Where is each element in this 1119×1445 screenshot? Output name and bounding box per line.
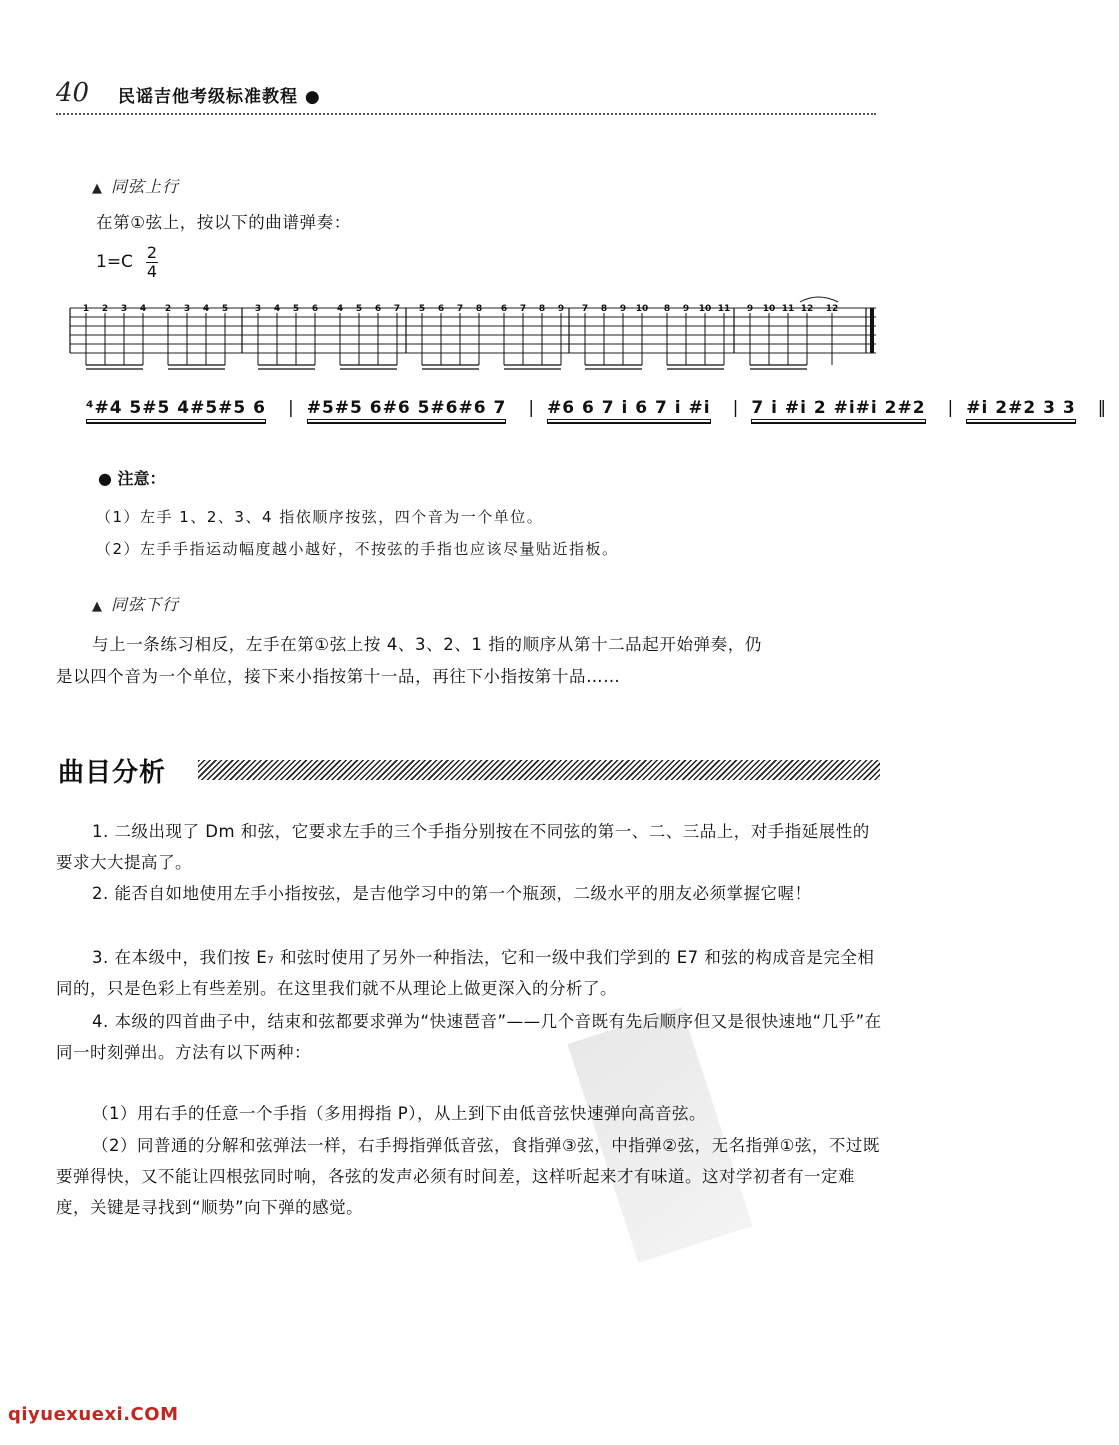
notation-barline: | <box>947 398 955 418</box>
bullet-icon: ● <box>98 469 112 488</box>
notation-barline: | <box>528 398 536 418</box>
tab-fret-number: 6 <box>500 304 508 314</box>
descending-line-1: 与上一条练习相反，左手在第①弦上按 4、3、2、1 指的顺序从第十二品起开始弹奏，仍 <box>92 635 762 654</box>
notation-measure: #5#5 6#6 5#6#6 7 <box>306 398 507 418</box>
triangle-icon: ▲ <box>92 599 103 614</box>
header-divider <box>56 113 876 115</box>
notice-item-1: （1）左手 1、2、3、4 指依顺序按弦，四个音为一个单位。 <box>96 508 544 526</box>
tablature-staff <box>66 298 882 378</box>
analysis-paragraph-3: 3. 在本级中，我们按 E₇ 和弦时使用了另外一种指法，它和一级中我们学到的 E7 和弦的构成音是完全相同的，只是色彩上有些差别。在这里我们就不从理论上做更深入的分析了。 <box>56 948 875 998</box>
notice-heading <box>98 466 166 489</box>
notation-barline: | <box>732 398 740 418</box>
subheading-descending <box>92 592 179 615</box>
tab-fret-number: 10 <box>698 304 712 314</box>
tab-fret-number: 1 <box>82 304 90 314</box>
tab-fret-number: 10 <box>635 304 649 314</box>
tab-fret-number: 4 <box>139 304 147 314</box>
tab-fret-number: 6 <box>437 304 445 314</box>
book-title: 民谣吉他考级标准教程 ● <box>118 87 321 107</box>
tab-fret-number: 3 <box>254 304 262 314</box>
tab-fret-number: 12 <box>800 304 814 314</box>
method-1: （1）用右手的任意一个手指（多用拇指 P），从上到下由低音弦快速弹向高音弦。 <box>92 1104 706 1123</box>
tab-fret-number: 9 <box>557 304 565 314</box>
tab-fret-number: 9 <box>746 304 754 314</box>
method-2: （2）同普通的分解和弦弹法一样，右手拇指弹低音弦，食指弹③弦，中指弹②弦，无名指弹①弦，不过既要弹得快，又不能让四根弦同时响，各弦的发声必须有时间差，这样听起来才有味道。这对学初者有一定难度，关键是寻找到“顺势”向下弹的感觉。 <box>56 1136 880 1217</box>
notice-item-2: （2）左手手指运动幅度越小越好，不按弦的手指也应该尽量贴近指板。 <box>96 540 619 558</box>
tab-fret-number: 8 <box>475 304 483 314</box>
tab-fret-number: 7 <box>519 304 527 314</box>
tab-fret-number: 7 <box>581 304 589 314</box>
intro-text: 在第①弦上，按以下的曲谱弹奏： <box>96 213 351 232</box>
tempo-key: 1=C <box>96 252 133 272</box>
time-sig-bottom: 4 <box>146 262 158 281</box>
tab-fret-number: 10 <box>762 304 776 314</box>
tab-fret-number: 6 <box>374 304 382 314</box>
tab-fret-number: 7 <box>393 304 401 314</box>
notation-measure: ⁴#4 5#5 4#5#5 6 <box>86 398 266 418</box>
tab-fret-number: 5 <box>292 304 300 314</box>
numbered-notation <box>86 398 1119 420</box>
analysis-paragraph-1: 1. 二级出现了 Dm 和弦，它要求左手的三个手指分别按在不同弦的第一、二、三品上，对手指延展性的要求大大提高了。 <box>56 822 870 872</box>
tab-fret-number: 8 <box>600 304 608 314</box>
tab-fret-number: 11 <box>781 304 795 314</box>
tab-fret-number: 4 <box>336 304 344 314</box>
site-watermark: qiyuexuexi.COM <box>8 1404 179 1425</box>
section-hatch-bar <box>198 760 880 780</box>
notice-heading-text: 注意： <box>117 469 166 488</box>
tab-fret-number: 4 <box>202 304 210 314</box>
tab-fret-number: 7 <box>456 304 464 314</box>
tab-fret-number: 6 <box>311 304 319 314</box>
subheading-ascending-text: 同弦上行 <box>111 177 180 196</box>
tab-fret-number: 9 <box>682 304 690 314</box>
analysis-paragraph-4: 4. 本级的四首曲子中，结束和弦都要求弹为“快速琶音”——几个音既有先后顺序但又是很快速地“几乎”在同一时刻弹出。方法有以下两种： <box>56 1012 882 1062</box>
tab-fret-number: 5 <box>355 304 363 314</box>
tab-fret-number: 11 <box>717 304 731 314</box>
time-sig-top: 2 <box>146 243 158 262</box>
tab-fret-number: 3 <box>183 304 191 314</box>
notation-measure: #i 2#2 3 3 <box>966 398 1076 418</box>
tab-fret-number: 12 <box>825 304 839 314</box>
triangle-icon: ▲ <box>92 181 103 196</box>
time-signature <box>146 244 158 281</box>
tab-fret-number: 5 <box>418 304 426 314</box>
analysis-title: 曲目分析 <box>58 758 167 788</box>
notation-barline: | <box>287 398 295 418</box>
tab-fret-number: 2 <box>101 304 109 314</box>
tab-fret-number: 8 <box>538 304 546 314</box>
analysis-paragraph-2: 2. 能否自如地使用左手小指按弦，是吉他学习中的第一个瓶颈，二级水平的朋友必须掌握它喔！ <box>92 884 812 903</box>
tab-fret-number: 3 <box>120 304 128 314</box>
descending-line-2: 是以四个音为一个单位，接下来小指按第十一品，再往下小指按第十品…… <box>56 667 621 686</box>
page-number: 40 <box>56 78 90 108</box>
notation-measure: 7 i #i 2 #i#i 2#2 <box>751 398 926 418</box>
tab-fret-number: 8 <box>663 304 671 314</box>
tab-fret-number: 5 <box>221 304 229 314</box>
subheading-ascending <box>92 174 179 197</box>
tab-tie <box>800 297 838 302</box>
notation-barline: ‖ <box>1097 398 1108 418</box>
notation-measure: #6 6 7 i 6 7 i #i <box>547 398 711 418</box>
tab-fret-number: 2 <box>164 304 172 314</box>
tab-fret-number: 4 <box>273 304 281 314</box>
tab-fret-number: 9 <box>619 304 627 314</box>
subheading-descending-text: 同弦下行 <box>111 595 180 614</box>
